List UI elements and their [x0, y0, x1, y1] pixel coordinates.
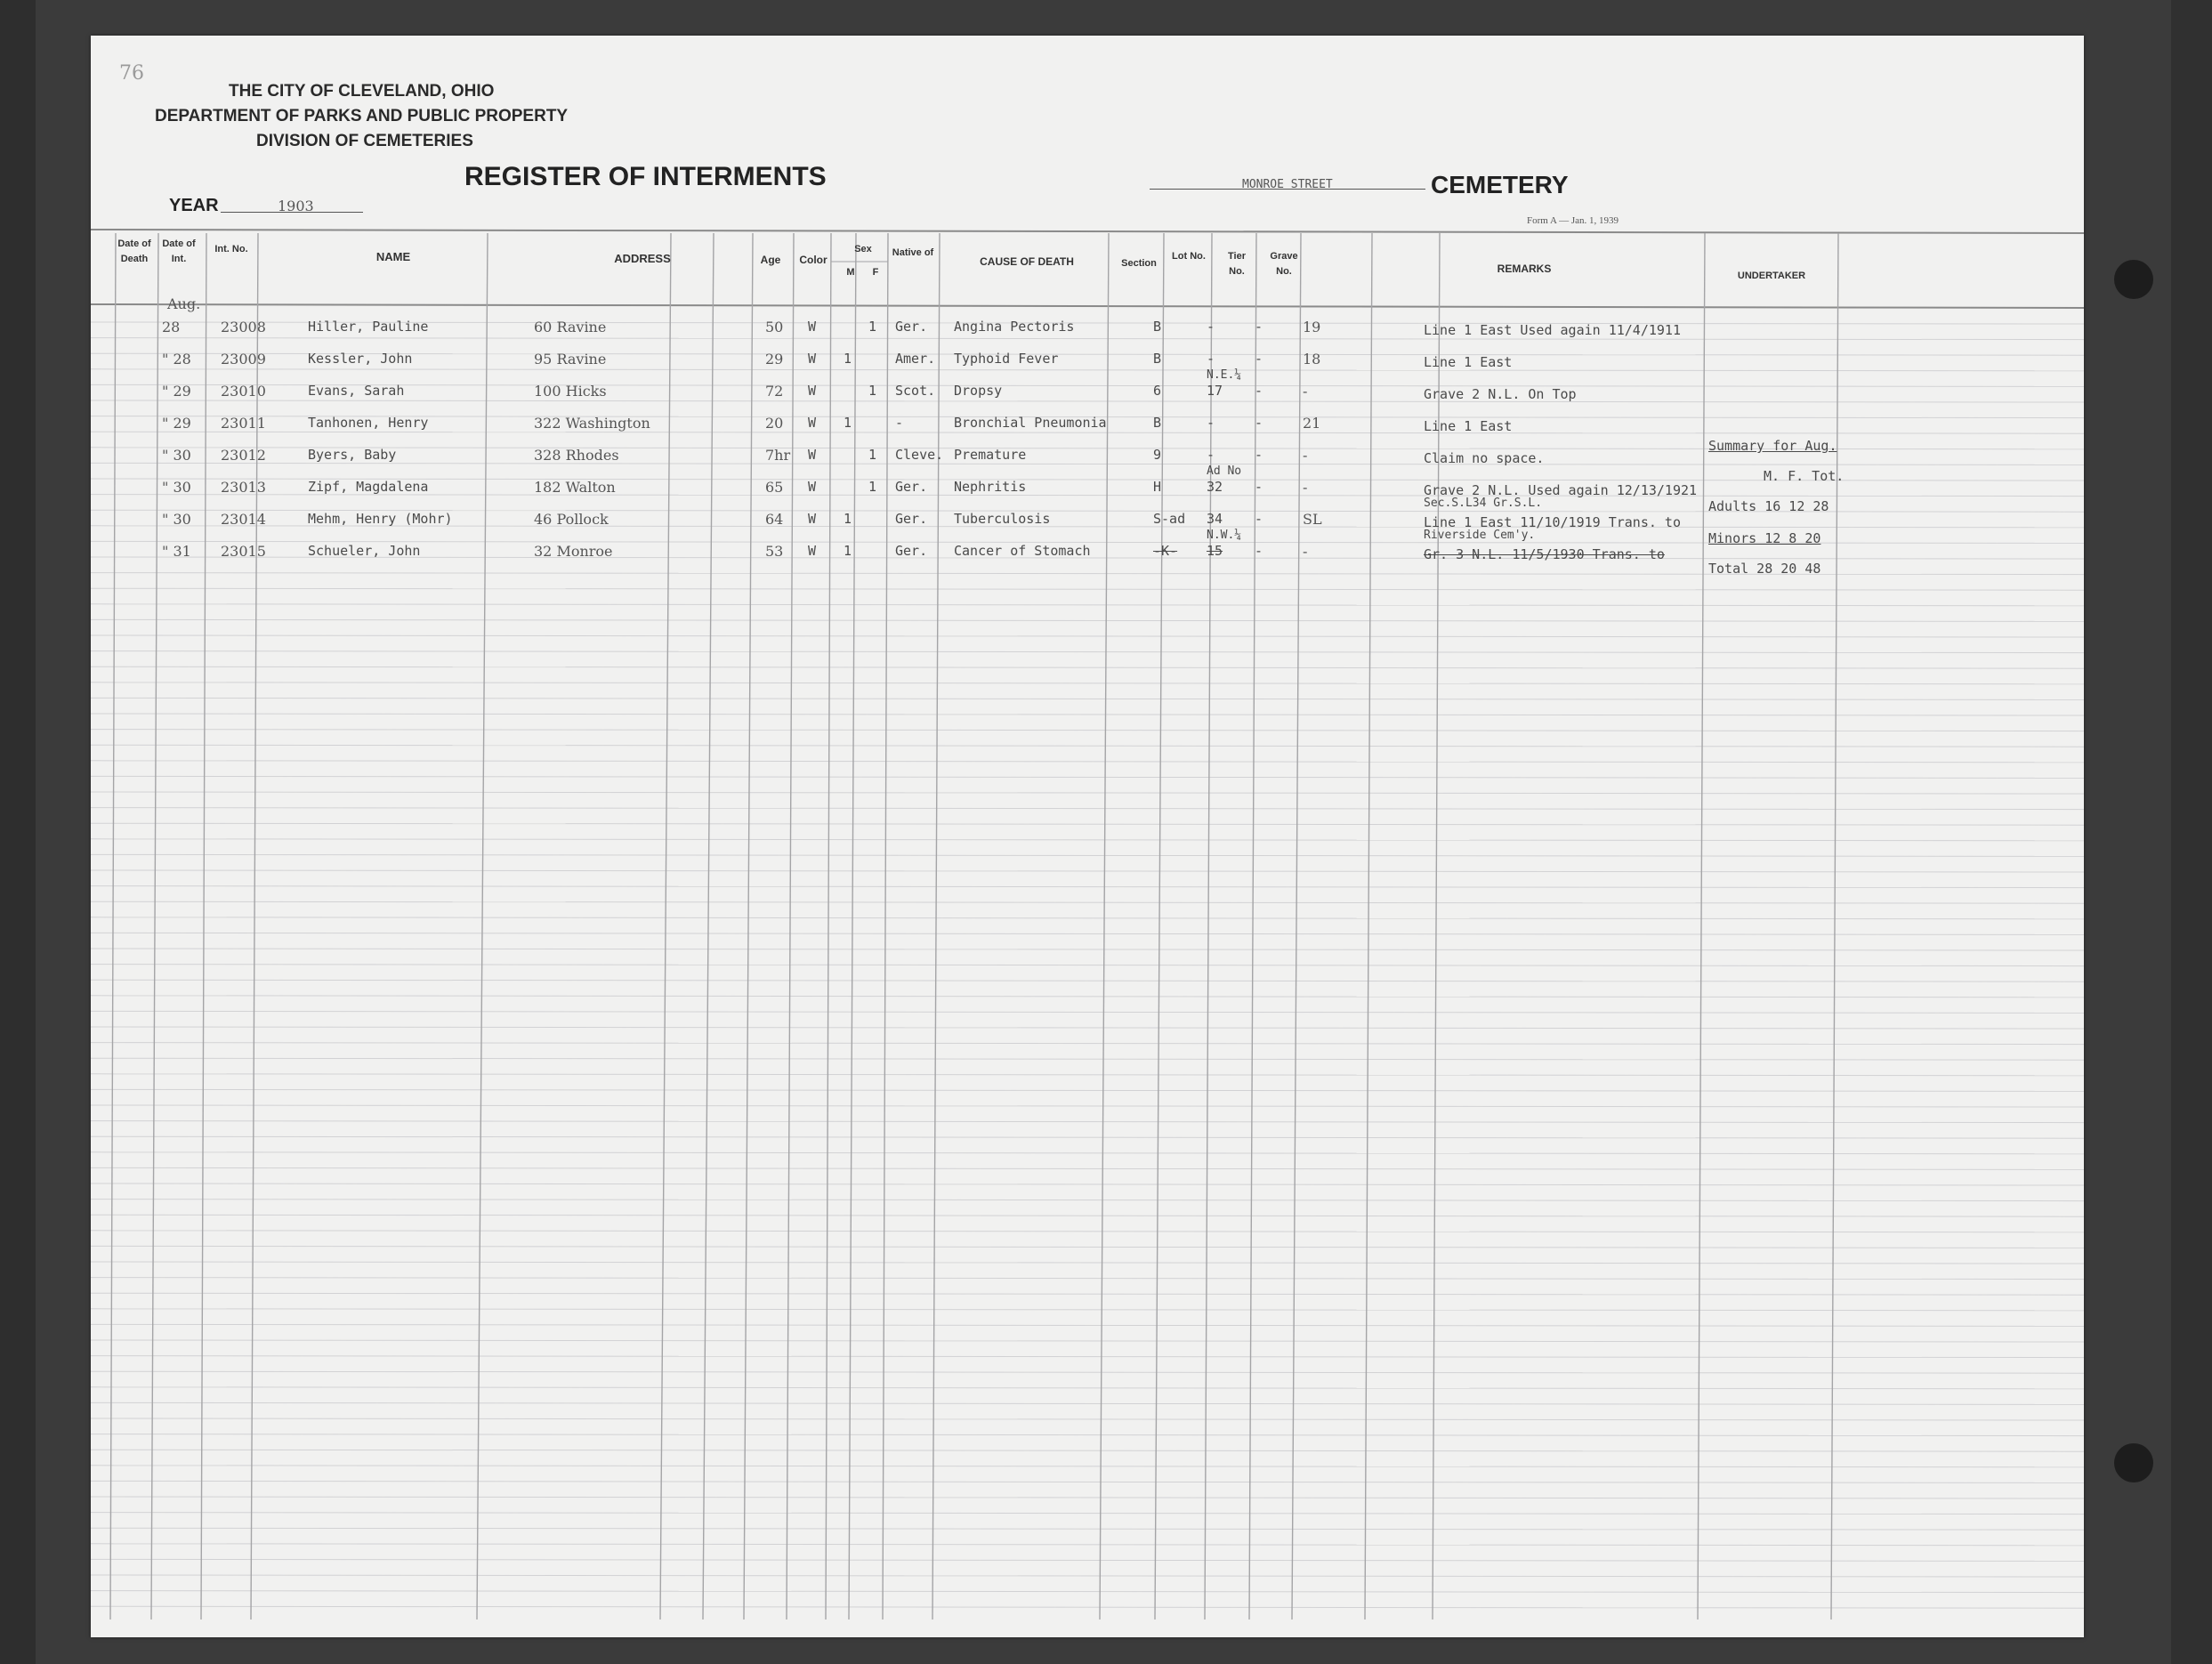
ruled-line: [91, 1402, 2084, 1404]
row-remarks: Line 1 East Used again 11/4/1911: [1424, 322, 1681, 338]
ruled-line: [91, 839, 2084, 841]
row-lot-no: -: [1207, 447, 1215, 463]
ruled-line: [91, 1043, 2084, 1045]
col-address: ADDRESS: [614, 252, 671, 265]
row-cause-of-death: Dropsy: [954, 383, 1003, 399]
ruled-line: [91, 588, 2084, 590]
row-lot-note: N.E.¼: [1207, 368, 1242, 382]
row-date-of-int: 28: [162, 319, 181, 335]
row-native-of: Ger.: [895, 479, 928, 495]
row-section: B: [1153, 415, 1162, 431]
row-lot-note: Ad No: [1207, 464, 1242, 478]
binder-hole-top: [2114, 260, 2153, 299]
ruled-line: [91, 1324, 2084, 1326]
ruled-line: [91, 1466, 2084, 1467]
row-remarks: Line 1 East 11/10/1919 Trans. to: [1424, 514, 1681, 530]
column-line: [787, 233, 794, 1620]
row-color: W: [808, 543, 817, 559]
row-sex-f: 1: [868, 383, 877, 399]
col-tier-no: Tier No.: [1228, 251, 1246, 277]
row-name: Tanhonen, Henry: [308, 415, 429, 431]
ruled-line: [91, 635, 2084, 637]
col-date-of-int: Date of Int.: [162, 238, 196, 264]
row-remarks-continued: Sec.S.L34 Gr.S.L.: [1424, 497, 1543, 510]
ruled-line: [91, 432, 2084, 433]
cemetery-label: CEMETERY: [1431, 171, 1569, 198]
row-lot-no: -: [1207, 415, 1215, 431]
row-section: B: [1153, 351, 1162, 367]
year-label: YEAR: [169, 196, 219, 215]
ruled-line: [91, 1544, 2084, 1546]
row-int-no: 23012: [221, 447, 266, 464]
row-age: 50: [765, 319, 784, 335]
column-line: [849, 233, 856, 1620]
column-line: [1249, 233, 1256, 1620]
city-heading: THE CITY OF CLEVELAND, OHIO: [229, 82, 495, 101]
ruled-line: [91, 1089, 2084, 1091]
column-line: [1205, 233, 1212, 1620]
cemetery-name: MONROE STREET: [1242, 178, 1333, 191]
row-remarks: Gr. 3 N.L. 11/5/1930 Trans. to: [1424, 546, 1665, 562]
row-date-of-int: " 29: [162, 415, 191, 432]
column-line: [1365, 233, 1372, 1620]
ruled-line: [91, 1513, 2084, 1515]
row-native-of: Amer.: [895, 351, 936, 367]
row-sex-m: 1: [844, 511, 852, 527]
ruled-line: [91, 651, 2084, 653]
row-tier-no: -: [1255, 447, 1263, 463]
col-sex-f: F: [872, 267, 879, 278]
col-sex: Sex: [854, 244, 872, 254]
ruled-line: [91, 933, 2084, 934]
row-address: 100 Hicks: [534, 383, 607, 400]
ruled-line: [91, 1371, 2084, 1373]
ruled-line: [91, 463, 2084, 464]
ruled-line: [91, 949, 2084, 950]
row-section: H: [1153, 479, 1162, 495]
ruled-line: [91, 996, 2084, 998]
ruled-line: [91, 400, 2084, 402]
row-address: 182 Walton: [534, 479, 616, 496]
ruled-line: [91, 338, 2084, 340]
ruled-line: [91, 1011, 2084, 1013]
ruled-line: [91, 808, 2084, 810]
column-line: [1155, 233, 1164, 1620]
row-address: 95 Ravine: [534, 351, 607, 368]
row-date-of-int: " 29: [162, 383, 191, 400]
col-section: Section: [1121, 258, 1157, 269]
row-address: 60 Ravine: [534, 319, 607, 335]
ruled-line: [91, 1278, 2084, 1280]
col-name: NAME: [375, 250, 411, 263]
row-native-of: Ger.: [895, 319, 928, 335]
row-address: 32 Monroe: [534, 543, 613, 560]
ruled-line: [91, 1606, 2084, 1608]
row-age: 65: [765, 479, 784, 496]
page-number: 76: [119, 62, 144, 85]
column-line: [744, 233, 753, 1620]
ruled-line: [91, 1136, 2084, 1138]
row-section: -K-: [1153, 543, 1178, 559]
row-date-of-int: " 31: [162, 543, 191, 560]
row-cause-of-death: Nephritis: [954, 479, 1027, 495]
col-native-of: Native of: [892, 247, 934, 258]
row-cause-of-death: Angina Pectoris: [954, 319, 1075, 335]
ruled-line: [91, 1528, 2084, 1530]
row-lot-no: -: [1207, 319, 1215, 335]
row-sex-m: 1: [844, 415, 852, 431]
ruled-line: [91, 1340, 2084, 1342]
column-line: [251, 233, 258, 1620]
row-tier-no: -: [1255, 479, 1263, 495]
form-note: Form A — Jan. 1, 1939: [1527, 215, 1619, 226]
col-age: Age: [760, 254, 781, 266]
ruled-line: [91, 1231, 2084, 1232]
ruled-line: [91, 854, 2084, 856]
header-top-rule: [91, 230, 2084, 233]
row-lot-no: 32: [1207, 479, 1223, 495]
register-page: [91, 36, 2084, 1637]
row-remarks: Grave 2 N.L. Used again 12/13/1921: [1424, 482, 1698, 498]
row-lot-note: N.W.¼: [1207, 529, 1242, 542]
ruled-line: [91, 1434, 2084, 1436]
row-grave-no: SL: [1303, 511, 1322, 528]
row-age: 20: [765, 415, 784, 432]
year-value: 1903: [278, 198, 314, 214]
row-age: 7hr: [765, 447, 791, 464]
row-int-no: 23013: [221, 479, 266, 496]
row-int-no: 23008: [221, 319, 266, 335]
row-grave-no: -: [1303, 543, 1308, 560]
row-native-of: Scot.: [895, 383, 936, 399]
row-age: 53: [765, 543, 784, 560]
ruled-line: [91, 761, 2084, 763]
column-line: [201, 233, 206, 1620]
row-cause-of-death: Cancer of Stomach: [954, 543, 1091, 559]
row-int-no: 23015: [221, 543, 266, 560]
column-line: [660, 233, 671, 1620]
binder-hole-bottom: [2114, 1443, 2153, 1482]
col-grave-no: Grave No.: [1270, 251, 1298, 277]
column-line: [932, 233, 940, 1620]
ruled-line: [91, 1058, 2084, 1060]
row-date-of-int: " 28: [162, 351, 191, 368]
row-age: 64: [765, 511, 784, 528]
ruled-line: [91, 1200, 2084, 1201]
row-cause-of-death: Premature: [954, 447, 1027, 463]
row-section: 9: [1153, 447, 1162, 463]
row-grave-no: -: [1303, 479, 1308, 496]
row-remarks: Line 1 East: [1424, 354, 1513, 370]
album-edge-left: [0, 0, 36, 1664]
column-line: [1292, 233, 1301, 1620]
row-remarks: Line 1 East: [1424, 418, 1513, 434]
row-lot-no: 17: [1207, 383, 1223, 399]
row-grave-no: -: [1303, 447, 1308, 464]
row-address: 322 Washington: [534, 415, 650, 432]
ruled-line: [91, 619, 2084, 621]
ruled-line: [91, 1262, 2084, 1264]
row-tier-no: -: [1255, 415, 1263, 431]
ruled-line: [91, 745, 2084, 747]
ruled-line: [91, 870, 2084, 872]
ruled-line: [91, 1356, 2084, 1358]
row-int-no: 23014: [221, 511, 266, 528]
row-native-of: Ger.: [895, 543, 928, 559]
ruled-line: [91, 1293, 2084, 1295]
ruled-line: [91, 1167, 2084, 1169]
row-section: S-ad: [1153, 511, 1186, 527]
col-int-no: Int. No.: [214, 244, 248, 254]
row-color: W: [808, 319, 817, 335]
row-section: B: [1153, 319, 1162, 335]
division-heading: DIVISION OF CEMETERIES: [256, 132, 473, 150]
row-lot-no: -: [1207, 351, 1215, 367]
row-color: W: [808, 447, 817, 463]
month-label: Aug.: [167, 295, 201, 312]
ruled-line: [91, 730, 2084, 731]
row-remarks: Claim no space.: [1424, 450, 1545, 466]
column-line: [151, 233, 158, 1620]
column-line: [1433, 233, 1440, 1620]
ruled-line: [91, 1497, 2084, 1498]
ruled-line: [91, 714, 2084, 715]
col-sex-m: M: [846, 267, 855, 278]
ruled-line: [91, 1309, 2084, 1311]
row-cause-of-death: Bronchial Pneumonia: [954, 415, 1107, 431]
ruled-line: [91, 666, 2084, 668]
row-native-of: -: [895, 415, 904, 431]
ruled-line: [91, 965, 2084, 966]
summary-title: Summary for Aug.: [1708, 438, 1837, 454]
row-name: Schueler, John: [308, 543, 421, 559]
row-int-no: 23011: [221, 415, 266, 432]
row-tier-no: -: [1255, 543, 1263, 559]
row-color: W: [808, 479, 817, 495]
ruled-line: [91, 901, 2084, 903]
register-title: REGISTER OF INTERMENTS: [464, 162, 827, 191]
ruled-line: [91, 369, 2084, 371]
row-int-no: 23010: [221, 383, 266, 400]
row-address: 328 Rhodes: [534, 447, 619, 464]
department-heading: DEPARTMENT OF PARKS AND PUBLIC PROPERTY: [155, 107, 569, 125]
col-color: Color: [799, 254, 827, 266]
row-name: Byers, Baby: [308, 447, 397, 463]
row-sex-f: 1: [868, 479, 877, 495]
row-native-of: Ger.: [895, 511, 928, 527]
row-tier-no: -: [1255, 351, 1263, 367]
row-grave-no: -: [1303, 383, 1308, 400]
row-tier-no: -: [1255, 383, 1263, 399]
ruled-line: [91, 1027, 2084, 1029]
row-grave-no: 21: [1303, 415, 1321, 432]
row-int-no: 23009: [221, 351, 266, 368]
ruled-line: [91, 1105, 2084, 1107]
header-bottom-rule: [91, 304, 2084, 308]
col-undertaker: UNDERTAKER: [1737, 271, 1806, 281]
row-name: Hiller, Pauline: [308, 319, 429, 335]
ruled-line: [91, 1591, 2084, 1593]
column-line: [883, 233, 888, 1620]
column-line: [110, 233, 116, 1620]
row-color: W: [808, 511, 817, 527]
ruled-line: [91, 698, 2084, 699]
ruled-line: [91, 1246, 2084, 1248]
row-name: Kessler, John: [308, 351, 413, 367]
row-name: Evans, Sarah: [308, 383, 405, 399]
row-grave-no: 18: [1303, 351, 1321, 368]
row-sex-f: 1: [868, 447, 877, 463]
column-line: [1100, 233, 1109, 1620]
ruled-line: [91, 1418, 2084, 1420]
row-grave-no: 19: [1303, 319, 1321, 335]
ruled-line: [91, 980, 2084, 981]
row-name: Zipf, Magdalena: [308, 479, 429, 495]
row-date-of-int: " 30: [162, 447, 191, 464]
row-native-of: Cleve.: [895, 447, 944, 463]
row-color: W: [808, 415, 817, 431]
row-date-of-int: " 30: [162, 511, 191, 528]
album-edge-right: [2171, 0, 2212, 1664]
row-sex-m: 1: [844, 351, 852, 367]
summary-adults: Adults 16 12 28: [1708, 498, 1829, 514]
ruled-line: [91, 1575, 2084, 1577]
row-age: 72: [765, 383, 784, 400]
row-lot-no: 15: [1207, 543, 1223, 559]
row-name: Mehm, Henry (Mohr): [308, 511, 453, 527]
summary-minors: Minors 12 8 20: [1708, 530, 1821, 546]
ruled-line: [91, 1450, 2084, 1451]
row-tier-no: -: [1255, 319, 1263, 335]
row-remarks-continued: Riverside Cem'y.: [1424, 529, 1536, 542]
row-color: W: [808, 351, 817, 367]
col-cause-of-death: CAUSE OF DEATH: [980, 255, 1074, 268]
row-date-of-int: " 30: [162, 479, 191, 496]
row-color: W: [808, 383, 817, 399]
ruled-line: [91, 792, 2084, 794]
ruled-line: [91, 917, 2084, 919]
row-lot-no: 34: [1207, 511, 1223, 527]
row-tier-no: -: [1255, 511, 1263, 527]
column-line: [826, 233, 831, 1620]
ruled-line: [91, 886, 2084, 888]
ruled-line: [91, 1121, 2084, 1123]
column-line: [477, 233, 488, 1620]
row-section: 6: [1153, 383, 1162, 399]
ruled-line: [91, 604, 2084, 606]
col-date-of-death: Date of Death: [117, 238, 151, 264]
ruled-line: [91, 776, 2084, 778]
row-remarks: Grave 2 N.L. On Top: [1424, 386, 1577, 402]
row-address: 46 Pollock: [534, 511, 609, 528]
column-line: [1698, 233, 1705, 1620]
row-cause-of-death: Typhoid Fever: [954, 351, 1059, 367]
ruled-line: [91, 1387, 2084, 1389]
ruled-line: [91, 1183, 2084, 1185]
summary-total: Total 28 20 48: [1708, 561, 1821, 577]
ruled-line: [91, 1215, 2084, 1216]
column-line: [703, 233, 714, 1620]
summary-column-heads: M. F. Tot.: [1764, 468, 1845, 484]
ruled-line: [91, 823, 2084, 825]
ruled-line: [91, 1152, 2084, 1154]
ruled-line: [91, 1481, 2084, 1482]
col-lot-no: Lot No.: [1172, 251, 1206, 262]
ruled-line: [91, 1074, 2084, 1076]
col-remarks: REMARKS: [1497, 263, 1552, 275]
row-cause-of-death: Tuberculosis: [954, 511, 1051, 527]
ruled-line: [91, 1559, 2084, 1561]
ruled-line: [91, 683, 2084, 684]
row-sex-f: 1: [868, 319, 877, 335]
row-age: 29: [765, 351, 784, 368]
row-sex-m: 1: [844, 543, 852, 559]
